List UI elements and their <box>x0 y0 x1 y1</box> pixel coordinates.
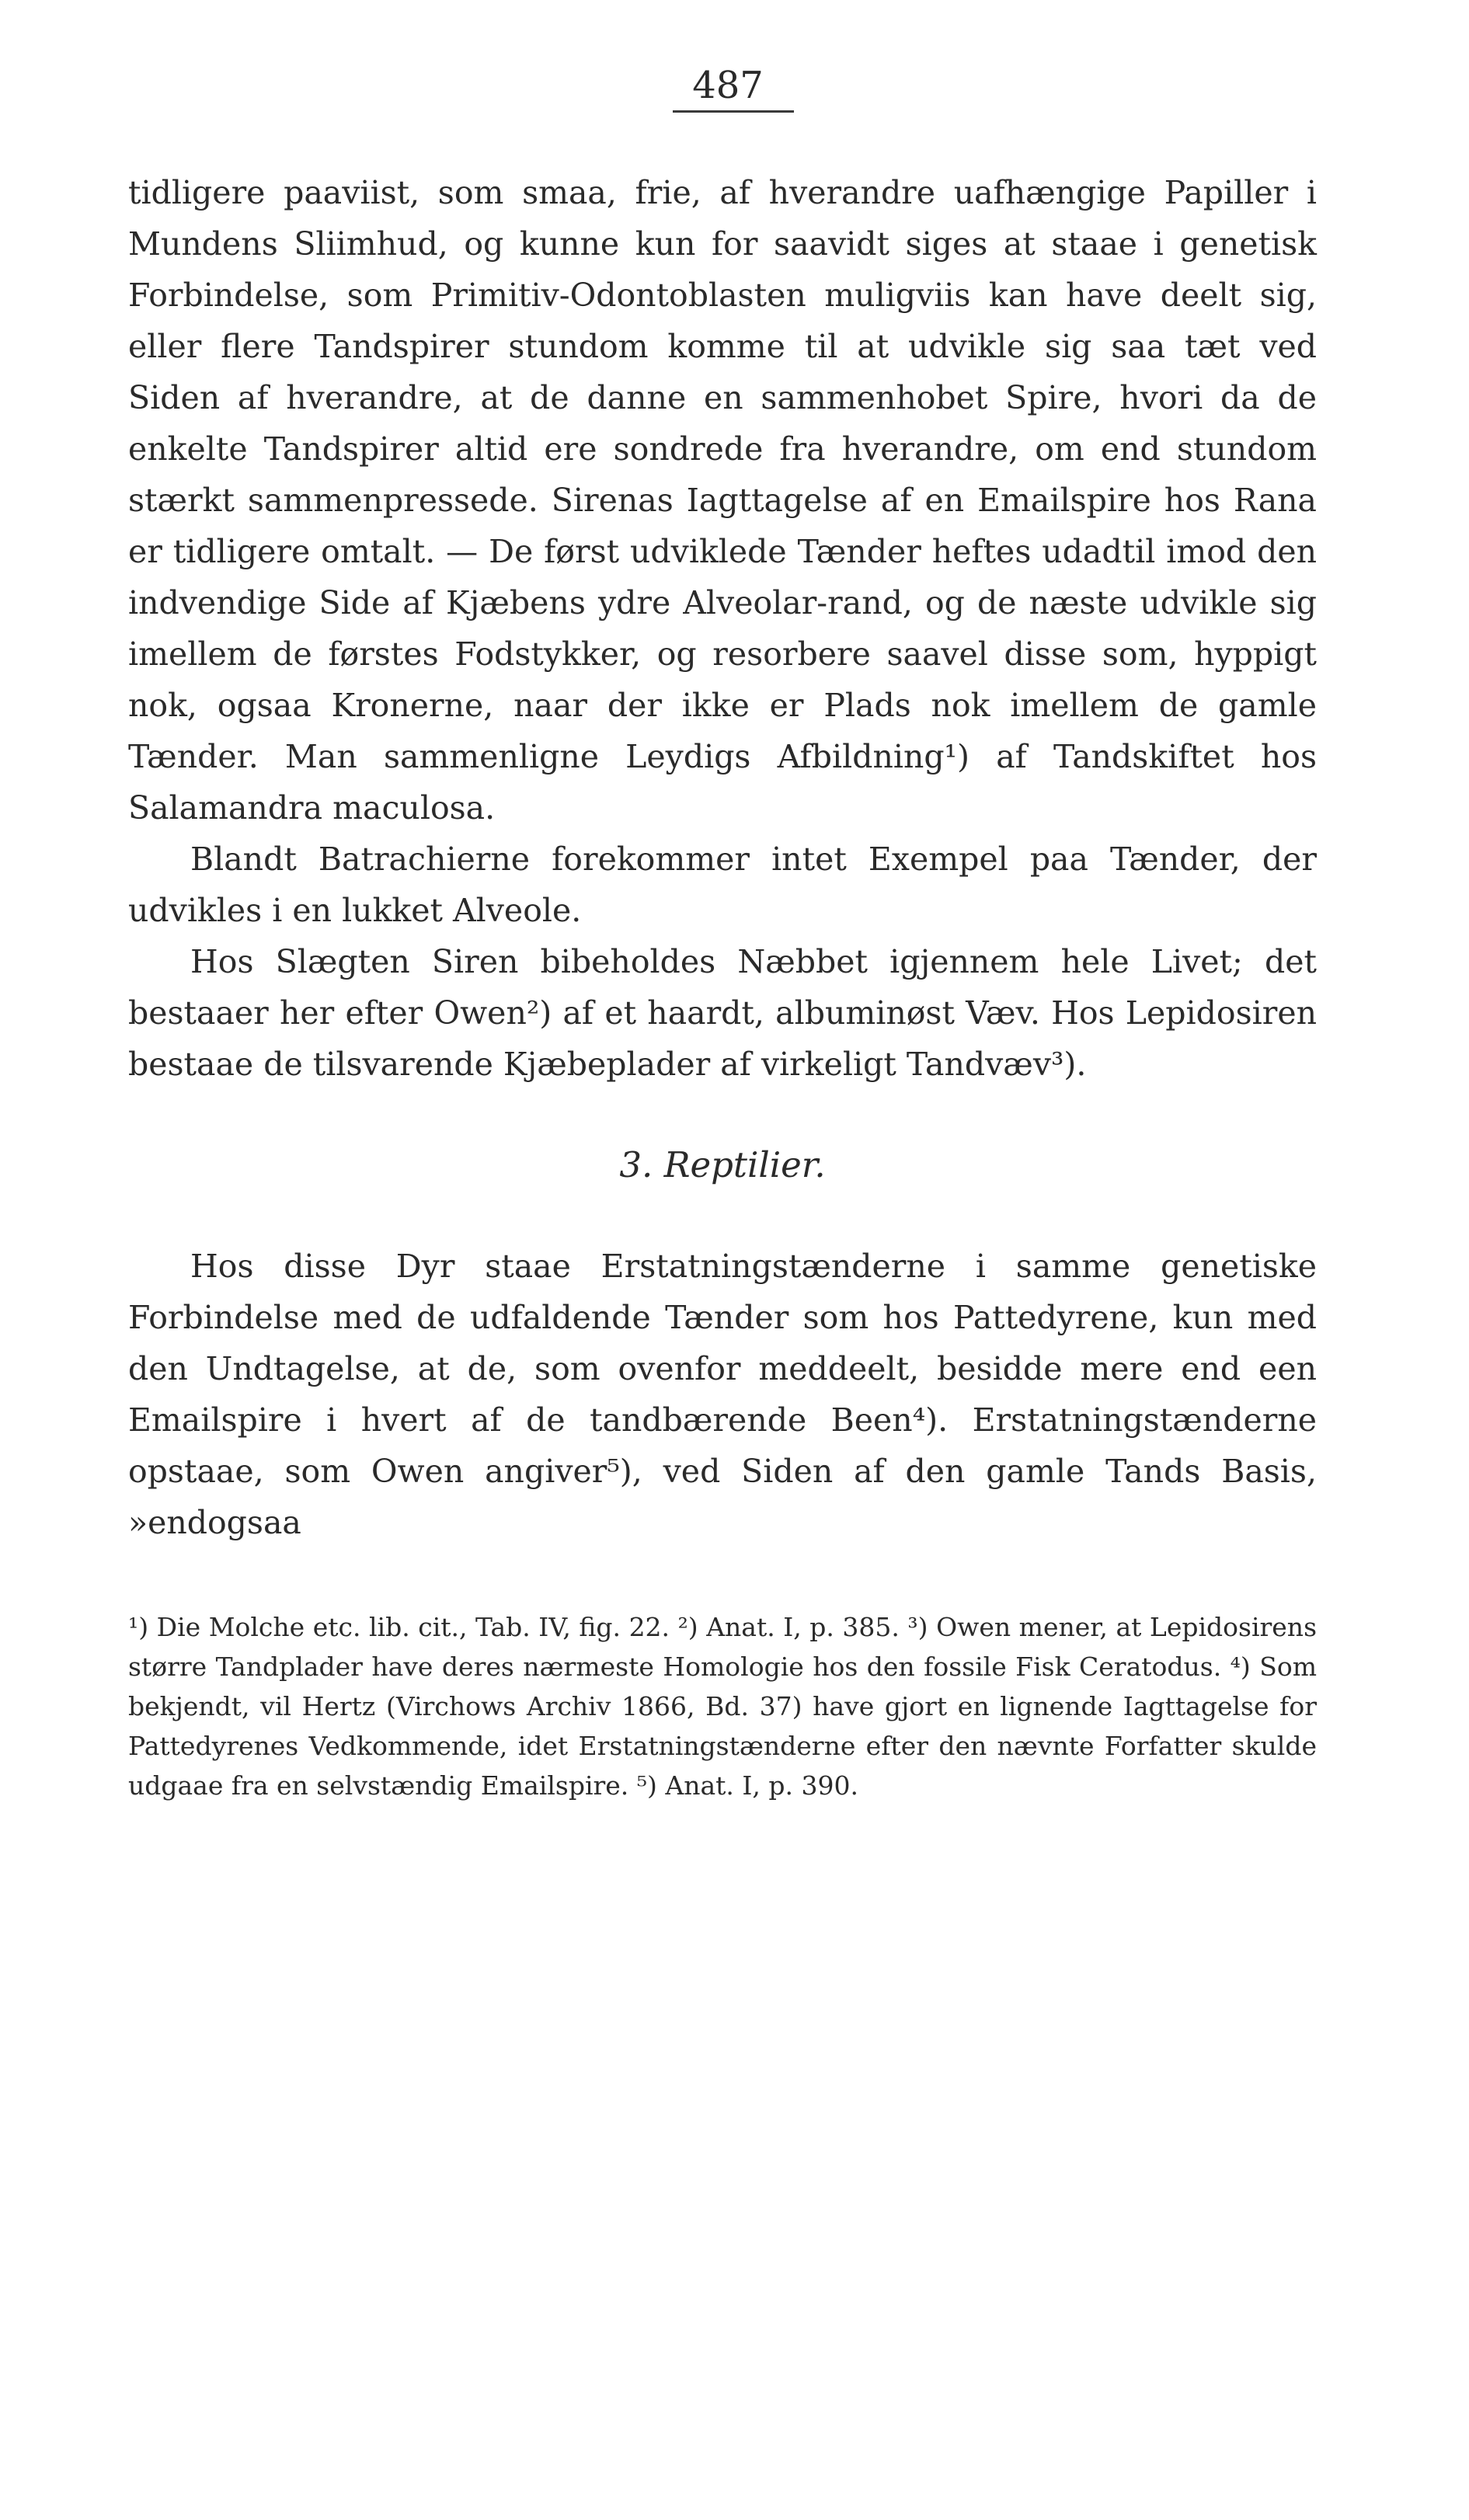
paragraph: Hos Slægten Siren bibeholdes Næbbet igjennem hele Livet; det bestaaer her efter Owen²) af et haardt, albuminøst Væv. Hos Lepidosiren bestaae de tilsvarende Kjæbeplader af virkeligt Tandvæv³). <box>128 943 1317 1083</box>
section-heading: 3. Reptilier. <box>619 1144 826 1185</box>
paragraph: tidligere paaviist, som smaa, frie, af hverandre uafhængige Papiller i Mundens Sliimhud, og kunne kun for saavidt siges at staae i genetisk Forbindelse, som Primitiv-Odontoblasten muligviis kan have deelt sig, eller flere Tandspirer stundom komme til at udvikle sig saa tæt ved Siden af hverandre, at de danne en sammenhobet Spire, hvori da de enkelte Tandspirer altid ere sondrede fra hverandre, om end stundom stærkt sammenpressede. Sirenas Iagttagelse af en Emailspire hos Rana er tidligere omtalt. — De først udviklede Tænder heftes udadtil imod den indvendige Side af Kjæbens ydre Alveolar-rand, og de næste udvikle sig imellem de førstes Fodstykker, og resorbere saavel disse som, hyppigt nok, ogsaa Kronerne, naar der ikke er Plads nok imellem de gamle Tænder. Man sammenligne Leydigs Afbildning¹) af Tandskiftet hos Salamandra maculosa. <box>128 174 1317 827</box>
paragraph: Hos disse Dyr staae Erstatningstænderne i samme genetiske Forbindelse med de udfaldende Tænder som hos Pattedyrene, kun med den Undtagelse, at de, som ovenfor meddeelt, besidde mere end een Emailspire i hvert af de tandbærende Been⁴). Erstatningstænderne opstaae, som Owen angiver⁵), ved Siden af den gamle Tands Basis, »endogsaa <box>128 1248 1317 1541</box>
footnotes <box>128 1607 1317 1805</box>
page-number-underline <box>673 110 794 113</box>
document-page <box>128 62 1317 1805</box>
paragraph: Blandt Batrachierne forekommer intet Exempel paa Tænder, der udvikles i en lukket Alveole. <box>128 841 1317 929</box>
footnote-text: ¹) Die Molche etc. lib. cit., Tab. IV, fig. 22. ²) Anat. I, p. 385. ³) Owen mener, at Lepidosirens større Tandplader have deres nærmeste Homologie hos den fossile Fisk Ceratodus. ⁴) Som bekjendt, vil Hertz (Virchows Archiv 1866, Bd. 37) have gjort en lignende Iagttagelse for Pattedyrenes Vedkommende, idet Erstatningstænderne efter den nævnte Forfatter skulde udgaae fra en selvstændig Emailspire. ⁵) Anat. I, p. 390. <box>128 1612 1317 1801</box>
body-text <box>128 167 1317 1548</box>
page-number: 487 <box>692 64 764 107</box>
